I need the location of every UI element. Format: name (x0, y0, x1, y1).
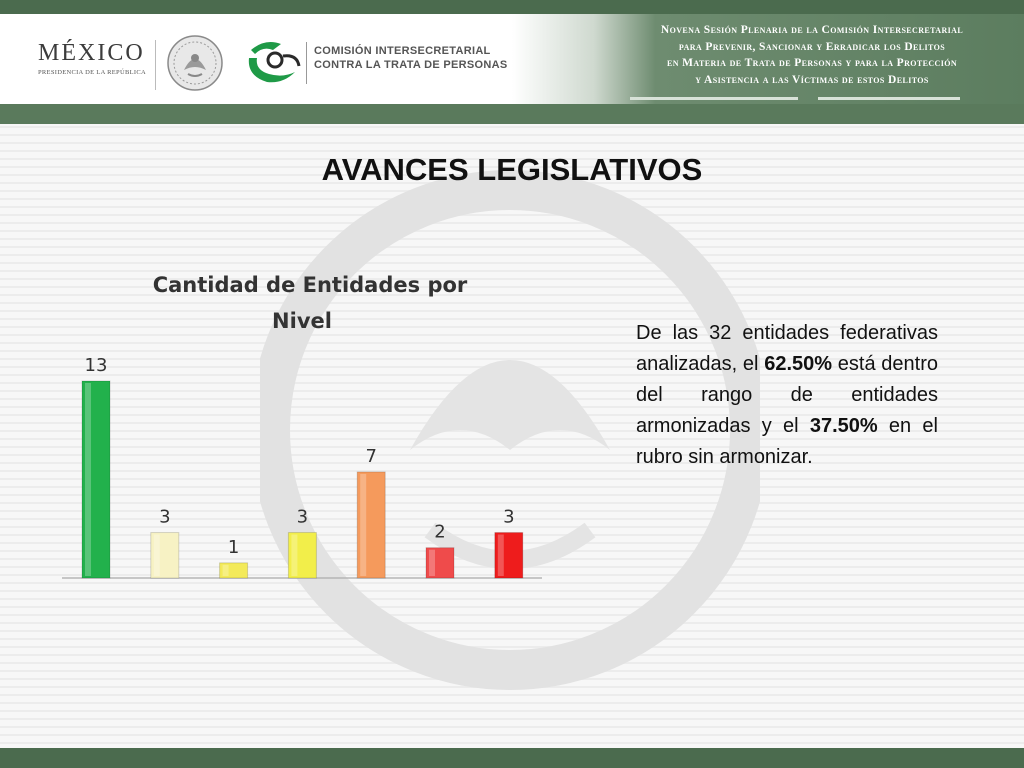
session-line-3: en Materia de Trata de Personas y para la Protección (666, 57, 958, 69)
header-bottom-band (0, 104, 1024, 124)
chart-title-line-1: Cantidad de Entidades por (152, 273, 468, 297)
chart-title-line-2: Nivel (272, 309, 332, 333)
data-label-2: 3 (159, 506, 171, 528)
data-label-4: 3 (296, 506, 309, 528)
description-part-3: en el rubro sin armonizar. (636, 415, 938, 468)
comision-logo-icon (245, 36, 303, 88)
comision-line-1: COMISIÓN INTERSECRETARIAL (314, 45, 491, 57)
bar-highlight-1 (85, 383, 91, 576)
bar-highlight-6 (429, 550, 435, 576)
comision-name (314, 44, 507, 72)
data-label-7: 3 (503, 506, 515, 528)
logo-divider (155, 40, 156, 90)
bar-chart (50, 260, 560, 600)
bar-highlight-5 (360, 474, 366, 576)
bar-highlight-4 (291, 535, 297, 576)
data-label-5: 7 (365, 445, 377, 467)
mexico-wordmark: MÉXICO (38, 40, 145, 66)
national-seal-icon (166, 34, 224, 92)
presidencia-label: PRESIDENCIA DE LA REPÚBLICA (38, 69, 146, 76)
data-label-6: 2 (434, 521, 446, 543)
header-rule-right (818, 97, 960, 100)
data-label-1: 13 (84, 355, 108, 376)
data-label-3: 1 (227, 536, 240, 558)
comision-line-2: CONTRA LA TRATA DE PERSONAS (314, 59, 508, 71)
comision-divider (306, 42, 307, 84)
percentage-armonizadas: 62.50% (764, 353, 833, 375)
description-part-2: está dentro del rango de entidades armonizadas y el (636, 353, 938, 437)
bar-highlight-3 (223, 565, 229, 576)
session-line-2: para Prevenir, Sancionar y Erradicar los Delitos (678, 40, 946, 53)
mexico-logo (38, 40, 150, 76)
description-part-1: De las 32 entidades federativas analizadas, el (636, 322, 938, 375)
header-rule-left (630, 97, 798, 100)
top-bar (0, 0, 1024, 14)
bar-highlight-2 (154, 535, 160, 576)
percentage-sin-armonizar: 37.50% (809, 415, 878, 437)
page-title: AVANCES LEGISLATIVOS (321, 152, 703, 187)
description-paragraph (636, 318, 938, 473)
bar-highlight-7 (498, 535, 504, 576)
session-line-4: y Asistencia a las Víctimas de estos Delitos (695, 73, 929, 86)
footer-bar (0, 748, 1024, 768)
session-line-1: Novena Sesión Plenaria de la Comisión Intersecretarial (660, 24, 964, 36)
session-title (612, 22, 1012, 88)
bars-group (82, 355, 523, 578)
